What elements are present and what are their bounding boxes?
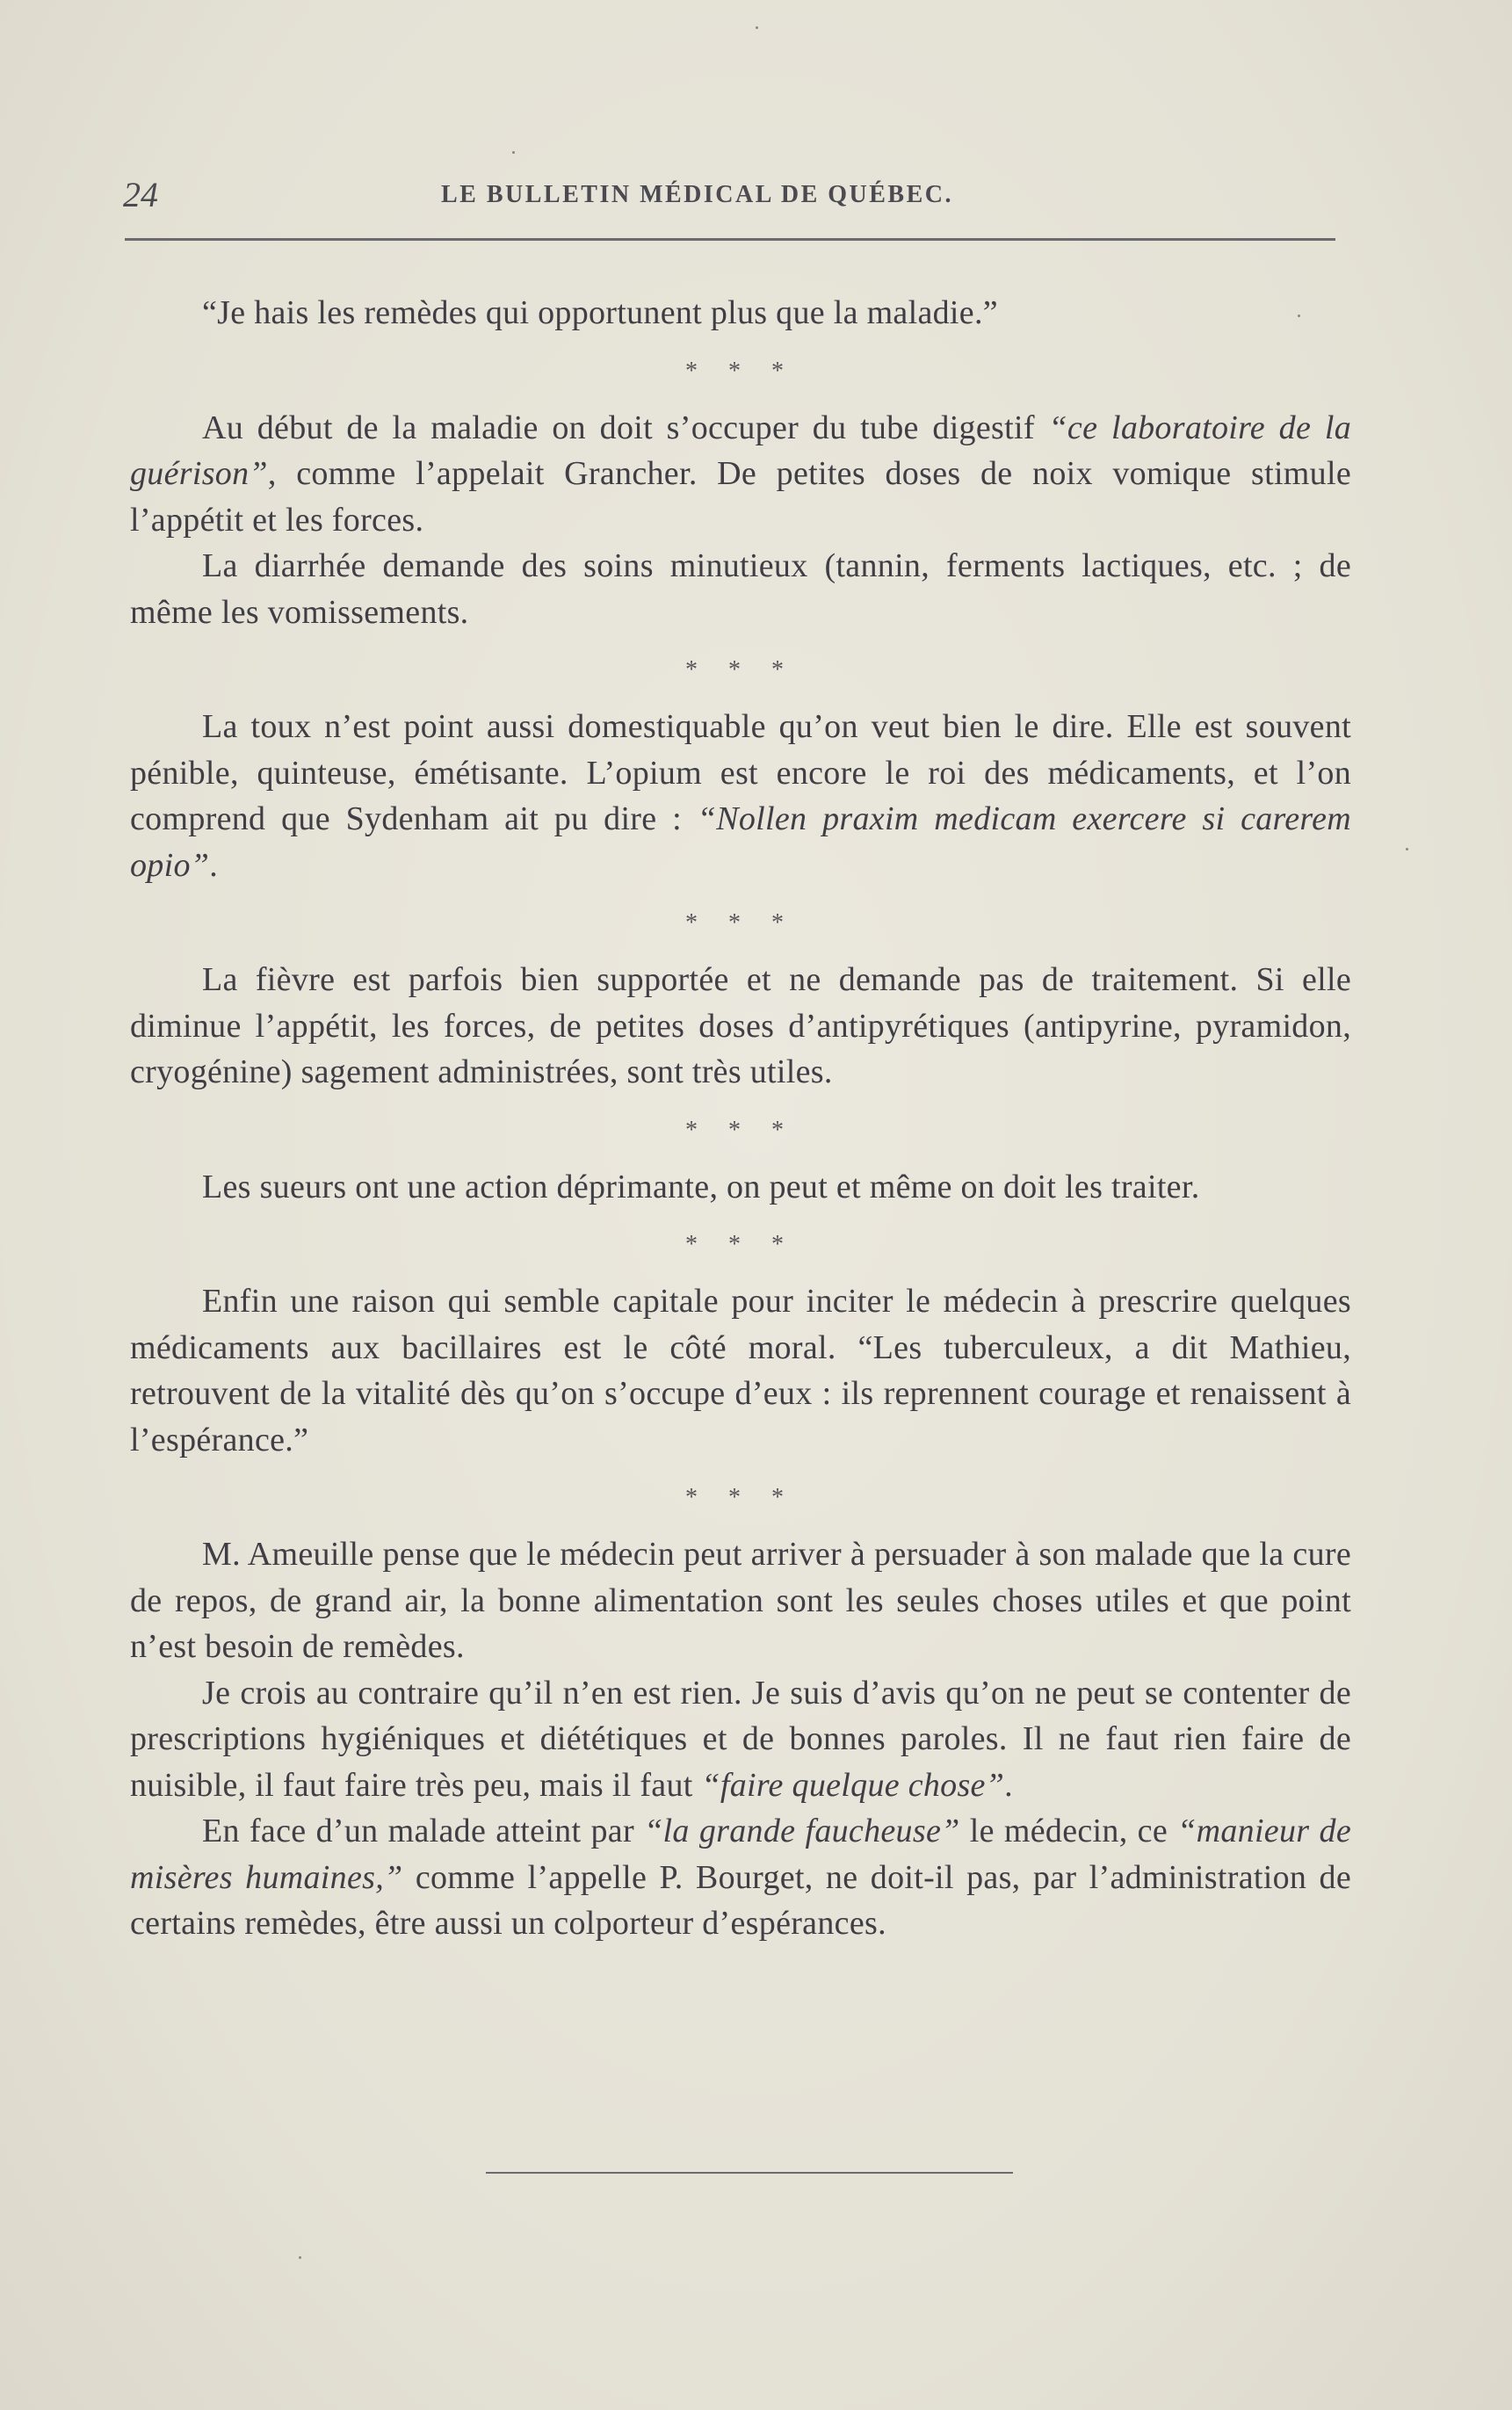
section-separator-4: * * * bbox=[685, 1116, 796, 1144]
paragraph-fievre bbox=[130, 957, 1351, 1096]
paragraph-grande-faucheuse bbox=[130, 1808, 1351, 1947]
text-span: le médecin, ce bbox=[959, 1813, 1178, 1849]
text-span: . bbox=[1004, 1766, 1013, 1804]
header-rule bbox=[125, 238, 1335, 241]
text-span: Je crois au contraire qu’il n’en est rien. Je suis d’avis qu’on ne peut se contenter de prescriptions hygiéniques et diététiques et de bonnes paroles. Il ne faut rien faire de nuisible, il faut faire très peu, mais il faut bbox=[130, 1674, 1351, 1804]
text-span: Les sueurs ont une action déprimante, on peut et même on doit les traiter. bbox=[202, 1168, 1200, 1205]
running-title: LE BULLETIN MÉDICAL DE QUÉBEC. bbox=[441, 181, 954, 208]
paper-speck bbox=[299, 2256, 301, 2259]
text-span: En face d’un malade atteint par bbox=[202, 1813, 645, 1849]
text-span: La toux n’est point aussi domestiquable qu’on veut bien le dire. Elle est souvent pénible, quinteuse, émétisante. L’opium est encore le roi des médicaments, et l’on comprend que Sydenham ait pu dire : bbox=[130, 708, 1351, 837]
paper-speck bbox=[1406, 848, 1408, 850]
section-separator-3: * * * bbox=[685, 909, 796, 937]
text-span: comme l’appelle P. Bourget, ne doit-il pas, par l’administration de certains remèdes, être aussi un colporteur d’espérances. bbox=[130, 1858, 1352, 1942]
text-span: Enfin une raison qui semble capitale pour inciter le médecin à prescrire quelques médicaments aux bacillaires est le côté moral. “Les tuberculeux, a dit Mathieu, retrouvent de la vitalité dès qu’on s’occupe d’eux : ils reprennent courage et renaissent à l’espérance.” bbox=[130, 1283, 1351, 1458]
text-span: “Je hais les remèdes qui opportunent plus que la maladie.” bbox=[202, 294, 998, 331]
paper-speck bbox=[512, 151, 515, 154]
italic-quote: “ce laboratoire de la guérison” bbox=[130, 409, 1352, 492]
paper-speck bbox=[756, 26, 758, 29]
paragraph-toux bbox=[130, 704, 1351, 888]
text-span: La diarrhée demande des soins minutieux (tannin, ferments lactiques, etc. ; de même les vomissements. bbox=[130, 547, 1351, 631]
paper-speck bbox=[1298, 315, 1300, 317]
text-span: . bbox=[209, 846, 219, 884]
section-separator-5: * * * bbox=[685, 1231, 796, 1258]
end-rule bbox=[486, 2172, 1013, 2174]
section-separator-1: * * * bbox=[685, 357, 796, 385]
paragraph-ameuille bbox=[130, 1531, 1351, 1670]
italic-quote: “la grande faucheuse” bbox=[644, 1813, 960, 1849]
italic-quote: “faire quelque chose” bbox=[701, 1766, 1005, 1804]
paragraph-sueurs bbox=[130, 1164, 1351, 1211]
section-separator-6: * * * bbox=[685, 1484, 796, 1511]
paragraph-cote-moral bbox=[130, 1278, 1351, 1463]
text-span: Au début de la maladie on doit s’occuper du tube digestif bbox=[202, 409, 1049, 446]
italic-quote: “manieur de misères humaines,” bbox=[130, 1813, 1351, 1896]
page-number: 24 bbox=[123, 175, 158, 214]
text-span: , comme l’appelait Grancher. De petites doses de noix vomique stimule l’appétit et les forces. bbox=[130, 455, 1351, 539]
page-header bbox=[123, 174, 1335, 218]
paragraph-je-crois bbox=[130, 1670, 1351, 1809]
paragraph-diarrhee bbox=[130, 543, 1351, 635]
italic-quote: “Nollen praxim medicam exercere si carerem opio” bbox=[130, 800, 1351, 884]
text-span: M. Ameuille pense que le médecin peut arriver à persuader à son malade que la cure de repos, de grand air, la bonne alimentation sont les seules choses utiles et que point n’est besoin de remèdes. bbox=[130, 1536, 1351, 1665]
section-separator-2: * * * bbox=[685, 656, 796, 684]
text-span: La fièvre est parfois bien supportée et ne demande pas de traitement. Si elle diminue l’appétit, les forces, de petites doses d’antipyrétiques (antipyrine, pyramidon, cryogénine) sagement administrées, sont très utiles. bbox=[130, 961, 1351, 1090]
article-body bbox=[130, 290, 1351, 1947]
paragraph-quote-remedes bbox=[130, 290, 1351, 337]
paragraph-tube-digestif bbox=[130, 405, 1351, 544]
